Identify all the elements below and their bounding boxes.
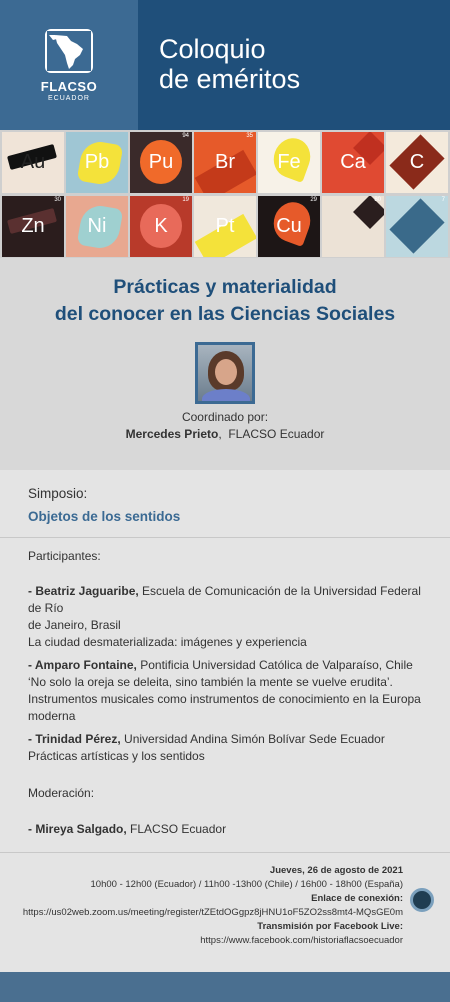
coordinator-label: Coordinado por:	[181, 410, 269, 424]
element-tiles-banner	[0, 130, 450, 258]
element-tile	[2, 196, 64, 257]
participant-talk: ‘No solo la oreja se deleita, sino también la mente se vuelve erudita’.	[28, 675, 393, 689]
event-times: 10h00 - 12h00 (Ecuador) / 11h00 -13h00 (Chile) / 16h00 - 18h00 (España)	[90, 879, 403, 890]
link-label: Enlace de conexión:	[311, 893, 403, 904]
event-date: Jueves, 26 de agosto de 2021	[269, 865, 403, 876]
zoom-link[interactable]: https://us02web.zoom.us/meeting/register/tZEtdOGgpz8jHNU1oF5ZO2ss8mt4-MQsGE0m	[22, 907, 403, 918]
tile-symbol: Ni	[87, 215, 107, 237]
tile-symbol: K	[154, 215, 168, 237]
event-title-box	[138, 0, 450, 130]
main-title-band	[0, 258, 450, 470]
tile-number: 19	[182, 197, 189, 203]
tile-symbol: Ca	[340, 151, 366, 173]
facebook-label: Transmisión por Facebook Live:	[257, 921, 403, 932]
element-tile	[322, 132, 384, 193]
tile-symbol: Fe	[277, 151, 301, 173]
tile-symbol: Zn	[21, 215, 45, 237]
latin-america-map-icon	[45, 29, 93, 73]
tile-number: 80	[374, 197, 381, 203]
moderator-name: - Mireya Salgado,	[28, 822, 127, 836]
element-tile	[130, 196, 192, 257]
divider	[0, 537, 450, 538]
participant-talk-cont: Instrumentos musicales como instrumentos de conocimiento en la Europa moderna	[28, 692, 421, 723]
tile-symbol: Cu	[276, 215, 302, 237]
main-title-line-2: del conocer en las Ciencias Sociales	[54, 303, 396, 325]
coordinator-org: FLACSO Ecuador	[228, 427, 325, 441]
participant-1	[28, 583, 428, 651]
tile-number: 35	[246, 133, 253, 139]
tile-number: 29	[310, 197, 317, 203]
header	[0, 0, 450, 130]
participant-affiliation: Universidad Andina Simón Bolívar Sede Ecuador	[120, 732, 385, 746]
participant-2	[28, 657, 428, 725]
element-tile	[66, 132, 128, 193]
footer-bar	[0, 972, 450, 1002]
element-tile	[386, 196, 448, 257]
tile-symbol: Pu	[148, 151, 174, 173]
element-tile	[66, 196, 128, 257]
element-tile	[194, 196, 256, 257]
coordinator-name-line: Mercedes Prieto, FLACSO Ecuador	[125, 427, 325, 441]
moderator	[28, 821, 428, 838]
divider	[0, 852, 450, 853]
element-tile	[322, 196, 384, 257]
element-tile	[2, 132, 64, 193]
tile-number: 94	[182, 133, 189, 139]
tile-shape	[389, 198, 444, 253]
participant-name: - Trinidad Pérez,	[28, 732, 121, 746]
tile-symbol: Au	[20, 151, 46, 173]
event-title-line-2: de eméritos	[159, 64, 301, 94]
main-title-line-1: Prácticas y materialidad	[113, 276, 337, 298]
moderation-label: Moderación:	[28, 786, 95, 800]
participant-affiliation-cont: de Janeiro, Brasil	[28, 618, 121, 632]
tile-symbol: C	[409, 151, 425, 173]
record-dot-icon	[410, 888, 434, 912]
flacso-logo	[0, 0, 138, 130]
element-tile	[386, 132, 448, 193]
participant-affiliation: Pontificia Universidad Católica de Valparaíso, Chile	[136, 658, 413, 672]
coordinator-name: Mercedes Prieto	[125, 427, 219, 441]
symposium-label: Simposio:	[28, 486, 88, 501]
participants-label: Participantes:	[28, 549, 101, 563]
main-title	[0, 274, 450, 328]
logo-subtext: ECUADOR	[47, 94, 90, 102]
participant-affiliation: Escuela de Comunicación de la Universidad Federal de Río	[28, 584, 421, 615]
facebook-link[interactable]: https://www.facebook.com/historiaflacsoecuador	[200, 935, 403, 946]
participant-3	[28, 731, 428, 765]
element-tile	[194, 132, 256, 193]
moderator-org: FLACSO Ecuador	[126, 822, 227, 836]
tile-number: 30	[54, 197, 61, 203]
tile-number: 7	[441, 197, 445, 203]
participant-talk: La ciudad desmaterializada: imágenes y experiencia	[28, 635, 307, 649]
tile-symbol: Pt	[215, 215, 235, 237]
tile-symbol: Pb	[84, 151, 110, 173]
coordinator-photo	[195, 342, 255, 404]
participant-talk: Prácticas artísticas y los sentidos	[28, 749, 205, 763]
participant-name: - Amparo Fontaine,	[28, 658, 137, 672]
event-info	[23, 864, 403, 948]
element-tile	[258, 132, 320, 193]
tile-symbol: Br	[215, 151, 235, 173]
element-tile	[130, 132, 192, 193]
symposium-title: Objetos de los sentidos	[28, 509, 181, 524]
participant-name: - Beatriz Jaguaribe,	[28, 584, 139, 598]
logo-text: FLACSO	[40, 78, 98, 94]
event-title-line-1: Coloquio	[159, 34, 266, 64]
element-tile	[258, 196, 320, 257]
